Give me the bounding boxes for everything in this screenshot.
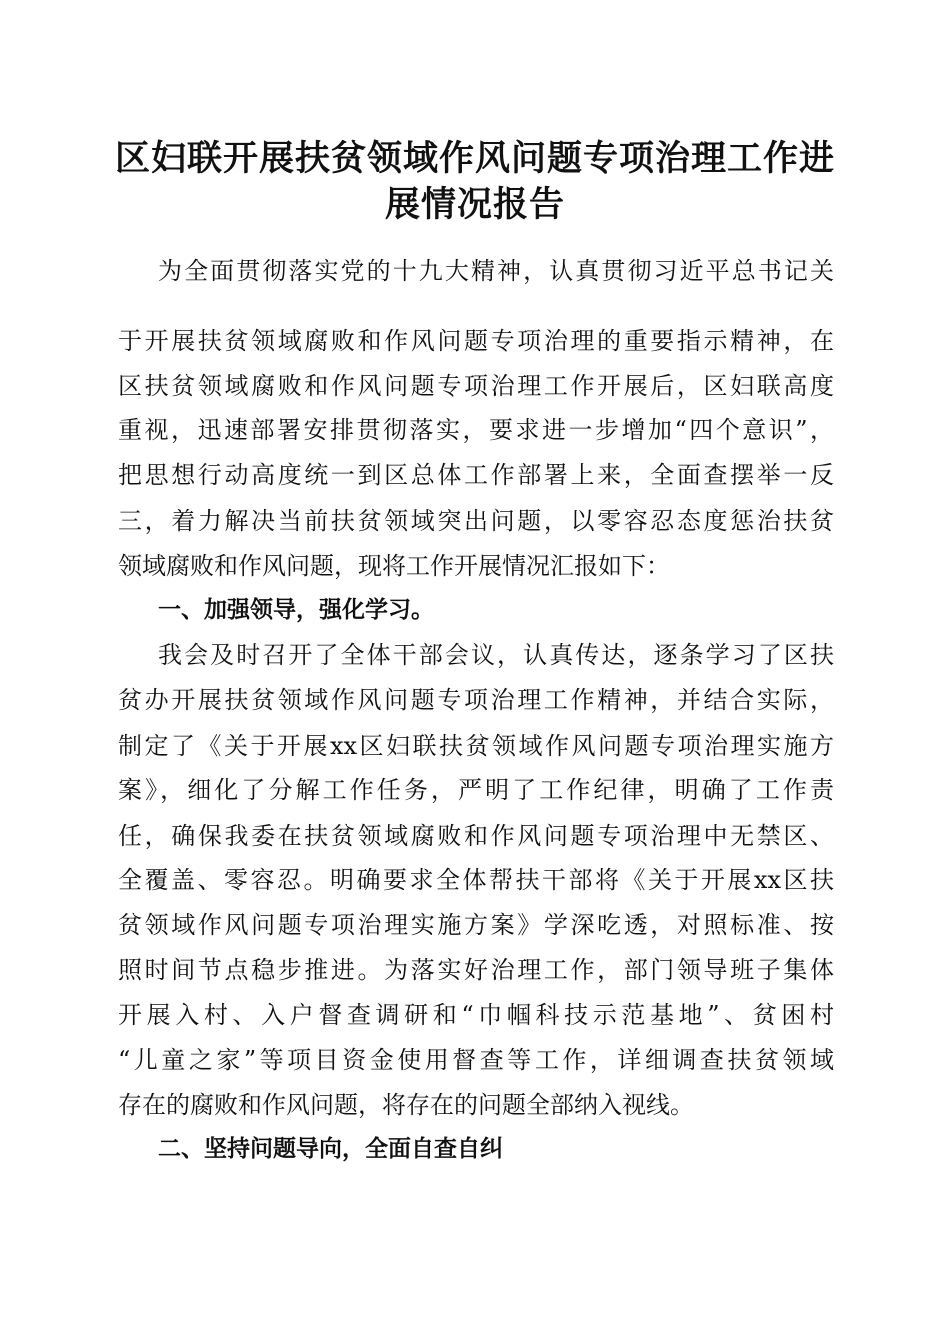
intro-line: 区扶贫领域腐败和作风问题专项治理工作开展后，区妇联高度 [118,372,834,400]
section-1-line: 全覆盖、零容忍。明确要求全体帮扶干部将《关于开展xx区扶 [118,866,834,894]
section-1-line: 照时间节点稳步推进。为落实好治理工作，部门领导班子集体 [118,956,834,984]
intro-line: 把思想行动高度统一到区总体工作部署上来，全面查摆举一反 [118,461,834,489]
intro-line: 重视，迅速部署安排贯彻落实，要求进一步增加“四个意识”， [118,416,834,444]
section-1-line: 开展入村、入户督查调研和“巾帼科技示范基地”、贫困村 [118,1001,834,1029]
section-1-line: 贫办开展扶贫领域作风问题专项治理工作精神，并结合实际， [118,686,834,714]
section-1-line: “儿童之家”等项目资金使用督查等工作，详细调查扶贫领域 [118,1046,834,1074]
section-1-heading: 一、加强领导，强化学习。 [158,597,434,623]
section-1-line: 任，确保我委在扶贫领域腐败和作风问题专项治理中无禁区、 [118,822,834,850]
document-title-line-2: 展情况报告 [384,184,565,225]
section-2-heading: 二、坚持问题导向，全面自查自纠 [158,1136,503,1162]
intro-line: 为全面贯彻落实党的十九大精神，认真贯彻习近平总书记关 [158,257,834,285]
intro-line: 三，着力解决当前扶贫领域突出问题，以零容忍态度惩治扶贫 [118,507,834,535]
section-1-line: 我会及时召开了全体干部会议，认真传达，逐条学习了区扶 [158,641,834,669]
section-1-line: 制定了《关于开展xx区妇联扶贫领域作风问题专项治理实施方 [118,732,834,760]
document-title-line-1: 区妇联开展扶贫领域作风问题专项治理工作进 [114,138,835,179]
intro-line: 领域腐败和作风问题，现将工作开展情况汇报如下： [118,552,670,580]
section-1-line: 案》，细化了分解工作任务，严明了工作纪律，明确了工作责 [118,776,834,804]
section-1-line: 贫领域作风问题专项治理实施方案》学深吃透，对照标准、按 [118,911,834,939]
intro-line: 于开展扶贫领域腐败和作风问题专项治理的重要指示精神，在 [118,327,834,355]
section-1-line: 存在的腐败和作风问题，将存在的问题全部纳入视线。 [118,1091,694,1119]
